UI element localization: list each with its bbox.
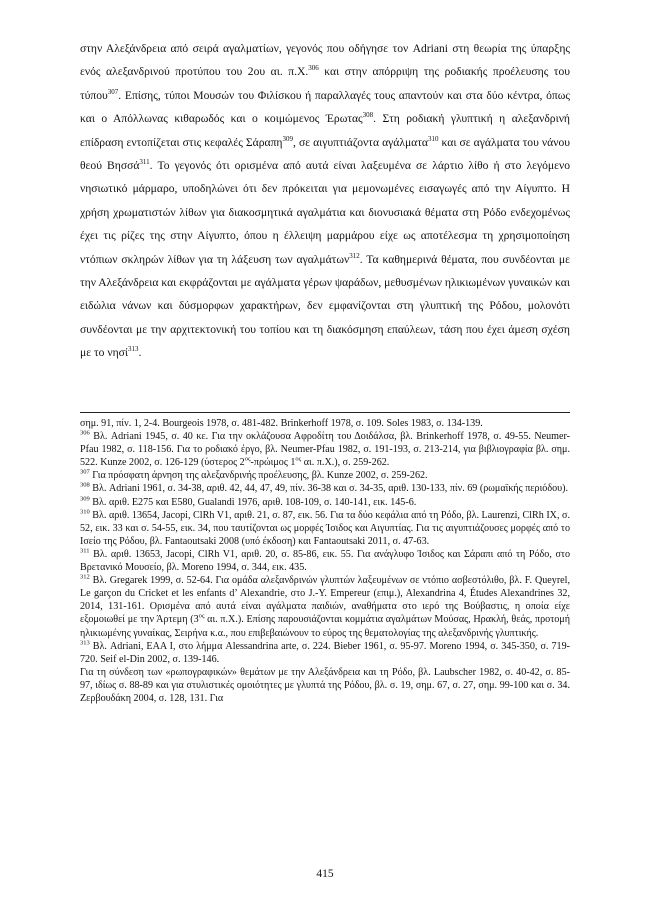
footnote <box>80 496 570 509</box>
text-run: αι. π.Χ.). Επίσης παρουσιάζονται κομμάτια αγαλμάτων Μούσας, Ηρακλή, θεάς, προτομή ηλικιωμένης γυναίκας, Σειρήνα κ.α., που επιβεβαιώνουν το εύρος της θεματολογίας της αλεξανδρινής γλυπτικής. <box>80 614 571 639</box>
footnote <box>80 509 570 548</box>
text-run: . <box>138 346 142 360</box>
footnote-ref: 310 <box>427 134 439 143</box>
text-run: Για τη σύνδεση των «ρωπογραφικών» θεμάτων με την Αλεξάνδρεια και τη Ρόδο, βλ. Laubscher 1982, σ. 40-42, σ. 85-97, ιδίως σ. 88-89 και για στυλιστικές ομοιότητες με γλυπτά της Ρόδου, βλ. σ. 19, σημ. 67, σ. 27, σημ. 99-100 και σ. 34. Ζερβουδάκη 2004, σ. 128, 131. Για <box>80 666 570 704</box>
text-run: Για πρόσφατη άρνηση της αλεξανδρινής προέλευσης, βλ. Kunze 2002, σ. 259-262. <box>89 470 428 482</box>
footnote <box>80 548 570 574</box>
footnote-separator <box>80 412 570 413</box>
footnote-ref: 309 <box>282 134 293 143</box>
footnote <box>80 666 570 705</box>
text-run: και σε αγάλματα του νάνου θεού Βησσά <box>80 135 570 173</box>
text-run: . Επίσης, τύποι Μουσών του Φιλίσκου ή παραλλαγές τους απαντούν και στα δύο κέντρα, όπως και ο Απόλλωνας κιθαρωδός και ο κοιμώμενος Έρωτας <box>80 88 570 126</box>
text-run: στην Αλεξάνδρεια από σειρά αγαλματίων, γεγονός που οδήγησε τον Adriani στη θεωρία της ύπαρξης ενός αλεξανδρινού προτύπου του 2ου αι. π.Χ. <box>80 42 570 79</box>
footnote-ref: 312 <box>349 251 360 260</box>
footnote <box>80 640 570 666</box>
text-run: . Το γεγονός ότι ορισμένα από αυτά είναι λαξευμένα σε λάρτιο λίθο ή στο λεγόμενο νησιωτικό μάρμαρο, υποδηλώνει ότι δεν πρόκειται για μεμονωμένες εισαγωγές από την Αίγυπτο. Η χρήση χρωματιστών λίθων για διακοσμητικά αγαλμάτια και διονυσιακά θέματα στη Ρόδο ενδεχομένως έχει τις ρίζες της στην Αίγυπτο, όπου η έλλειψη μαρμάρου είχε ως αποτέλεσμα τη χρησιμοποίηση ντόπιων σκληρών λίθων για τη λάξευση των αγαλμάτων <box>80 159 570 266</box>
footnote-ref: 307 <box>80 469 90 477</box>
text-run: Βλ. αριθ. 13654, Jacopi, ClRh V1, αριθ. 21, σ. 87, εικ. 56. Για τα δύο κεφάλια από τη Ρόδο, βλ. Laurenzi, ClRh IX, σ. 52, εικ. 33 και σ. 54-55, εικ. 34, που ταυτίζονται ως μορφές Ίσιδος και Αιγυπτίας. Για τις αιγυπτιάζουσες μορφές από το Ισείο της Ρόδου, βλ. Fantaoutsaki 2008 (υπό έκδοση) και Fantaoutsaki 2011, σ. 47-63. <box>80 509 570 547</box>
footnote <box>80 430 570 469</box>
footnote-ref: 308 <box>80 482 90 490</box>
footnote-ref: 311 <box>80 547 90 555</box>
footnote <box>80 574 570 639</box>
page-number: 415 <box>316 868 334 880</box>
text-run: Βλ. Adriani 1961, σ. 34-38, αριθ. 42, 44, 47, 49, πίν. 36-38 και σ. 34-35, αριθ. 130-133, πίν. 69 (ρωμαϊκής περιόδου). <box>89 483 569 495</box>
footnote-ref: 306 <box>80 429 90 437</box>
footnote <box>80 417 570 430</box>
footnote-ref: 309 <box>80 495 90 503</box>
footnote-ref: 306 <box>308 64 319 73</box>
footnote-ref: 313 <box>128 345 139 354</box>
text-run: , σε αιγυπτιάζοντα αγάλματα <box>293 135 428 149</box>
body-text <box>80 37 570 365</box>
footnotes <box>80 417 570 705</box>
main-paragraph <box>80 37 570 365</box>
footnote-ref: 308 <box>362 111 374 120</box>
footnote <box>80 482 570 495</box>
footnote-ref: ος <box>244 455 251 463</box>
text-run: και στην απόρριψη της ροδιακής προέλευσης του τύπου <box>80 65 571 102</box>
text-run: Βλ. Gregarek 1999, σ. 52-64. Για ομάδα αλεξανδρινών γλυπτών λαξευμένων σε ντόπιο ασβεστόλιθο, βλ. F. Queyrel, Le garçon du Cricket et les enfants d’ Alexandrie, στο J.-Y. Empereur (επιμ.), Alexandrina 4, Études Alexandrines 32, 2014, 131-161. Ορισμένα από αυτά είναι αγάλματα παιδιών, αναθήματα στο ιερό της Βούβαστις, η οποία είχε εξομοιωθεί με την Άρτεμη (3 <box>80 575 570 626</box>
footnote <box>80 469 570 482</box>
footnote-ref: 311 <box>139 158 150 167</box>
footnote-ref: ος <box>295 455 302 463</box>
text-run: σημ. 91, πίν. 1, 2-4. Bourgeois 1978, σ. 481-482. Brinkerhoff 1978, σ. 109. Soles 1983, σ. 134-139. <box>80 418 483 429</box>
footnote-ref: ος <box>198 613 205 621</box>
text-run: Βλ. αριθ. Ε275 και Ε580, Gualandi 1976, αριθ. 108-109, σ. 140-141, εικ. 145-6. <box>89 496 417 508</box>
text-run: . Τα καθημερινά θέματα, που συνδέονται με την Αλεξάνδρεια και εκφράζονται με αγάλματα γέρων ψαράδων, μεθυσμένων ηλικιωμένων γυναικών και ειδώλια νάνων και δύσμορφων χαρακτήρων, δεν εμφανίζονται στη γλυπτική της Ρόδου, μολονότι συνδέονται με την αρχιτεκτονική του τοπίου και τη διακόσμηση επαύλεων, τάση που έχει άμεση σχέση με το νησί <box>80 252 570 360</box>
text-run: Βλ. Adriani 1945, σ. 40 κε. Για την οκλάζουσα Αφροδίτη του Δοιδάλσα, βλ. Brinkerhoff 1978, σ. 49-55. Neumer-Pfau 1982, σ. 118-156. Για το ροδιακό έργο, βλ. Neumer-Pfau 1982, σ. 191-193, σ. 213-214, για βιβλιογραφία βλ. σημ. 522. Kunze 2002, σ. 126-129 (ύστερος 2 <box>80 431 570 469</box>
text-run: Βλ. αριθ. 13653, Jacopi, ClRh V1, αριθ. 20, σ. 85-86, εικ. 55. Για ανάγλυφο Ίσιδος και Σάραπι από τη Ρόδο, στο Βρετανικό Μουσείο, βλ. Moreno 1994, σ. 344, εικ. 435. <box>80 548 570 574</box>
footnote-ref: 313 <box>80 639 90 647</box>
text-run: Βλ. Adriani, EAA I, στο λήμμα Alessandrina arte, σ. 224. Bieber 1961, σ. 95-97. Moreno 1994, σ. 345-350, σ. 719-720. Seif el-Din 2002, σ. 139-146. <box>80 640 570 665</box>
footnote-ref: 307 <box>107 87 119 96</box>
footnote-ref: 310 <box>80 508 90 516</box>
text-run: . Στη ροδιακή γλυπτική η αλεξανδρινή επίδραση εντοπίζεται στις κεφαλές Σάραπη <box>80 112 570 149</box>
text-run: αι. π.Χ.), σ. 259-262. <box>301 457 390 469</box>
footnote-ref: 312 <box>80 573 90 581</box>
text-run: -πρώιμος 1 <box>250 457 296 469</box>
